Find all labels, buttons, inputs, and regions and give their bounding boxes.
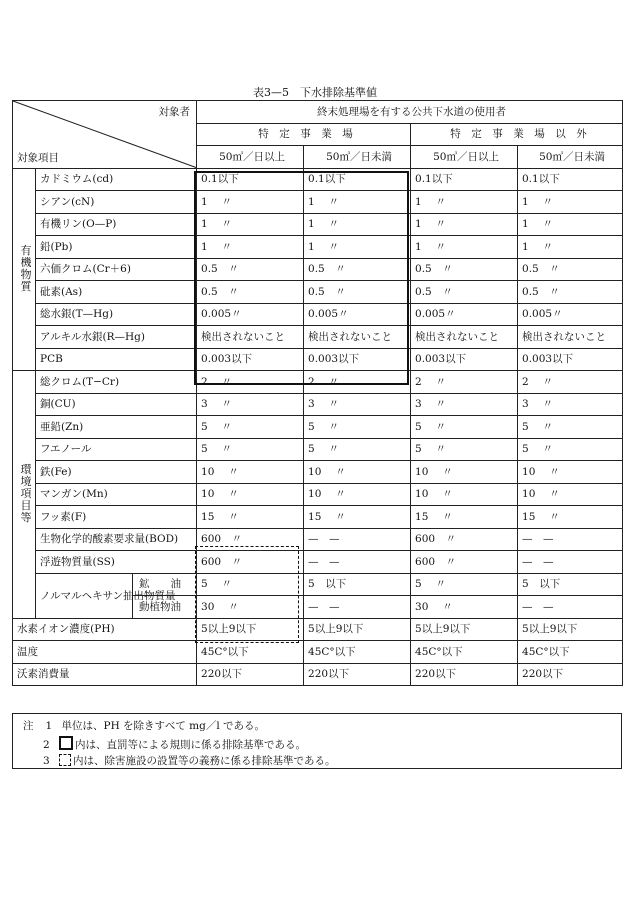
value-cell: 45C°以下: [197, 641, 304, 664]
item-name: 鉛(Pb): [36, 236, 197, 259]
value-cell: 45C°以下: [518, 641, 623, 664]
col-header-lt50: 50㎥／日未満: [518, 146, 623, 169]
value-cell: 10 〃: [411, 483, 518, 506]
value-cell: 10 〃: [197, 461, 304, 484]
note-3: 3 内は、除害施設の設置等の義務に係る排除基準である。: [43, 755, 336, 767]
value-cell: 0.5 〃: [197, 258, 304, 281]
value-cell: 0.005〃: [411, 303, 518, 326]
col-header-ge50: 50㎥／日以上: [197, 146, 304, 169]
value-cell: 30 〃: [411, 596, 518, 619]
value-cell: 10 〃: [411, 461, 518, 484]
table-row: [13, 663, 623, 686]
value-cell: 2 〃: [518, 371, 623, 394]
value-cell: 0.003以下: [518, 348, 623, 371]
value-cell: 5 〃: [197, 416, 304, 439]
value-cell: 220以下: [304, 663, 411, 686]
table-row: [13, 258, 623, 281]
table-row: [13, 348, 623, 371]
value-cell: 1 〃: [304, 213, 411, 236]
value-cell: 1 〃: [411, 191, 518, 214]
value-cell: 検出されないこと: [304, 326, 411, 349]
value-cell: 5 〃: [411, 438, 518, 461]
category-char: 境: [20, 475, 32, 489]
table-row: [13, 371, 623, 394]
item-name: 六価クロム(Cr＋6): [36, 258, 197, 281]
value-cell: 5以上9以下: [518, 618, 623, 641]
value-cell: 0.005〃: [518, 303, 623, 326]
value-cell: 0.1以下: [411, 168, 518, 191]
category-char: 質: [20, 280, 32, 294]
non-specified-site-header: 特 定 事 業 場 以 外: [411, 123, 623, 146]
value-cell: 5 〃: [411, 416, 518, 439]
category-char: 目: [20, 499, 32, 513]
header-corner: [13, 101, 197, 169]
table-row: [13, 191, 623, 214]
value-cell: 2 〃: [411, 371, 518, 394]
value-cell: 0.5 〃: [304, 258, 411, 281]
value-cell: — —: [518, 596, 623, 619]
solid-box-symbol: [59, 736, 73, 750]
table-row: [13, 213, 623, 236]
value-cell: 3 〃: [518, 393, 623, 416]
value-cell: 45C°以下: [411, 641, 518, 664]
value-cell: 検出されないこと: [518, 326, 623, 349]
category-char: 物: [20, 268, 32, 282]
item-name: 温度: [13, 641, 197, 664]
value-cell: 5 〃: [518, 438, 623, 461]
category-organic: [13, 168, 36, 371]
value-cell: 0.5 〃: [518, 281, 623, 304]
value-cell: — —: [304, 551, 411, 574]
value-cell: 1 〃: [411, 213, 518, 236]
value-cell: 10 〃: [518, 461, 623, 484]
value-cell: 45C°以下: [304, 641, 411, 664]
value-cell: 1 〃: [304, 236, 411, 259]
value-cell: 220以下: [411, 663, 518, 686]
category-environment: [13, 371, 36, 619]
item-name: 総クロム(T−Cr): [36, 371, 197, 394]
category-char: 有: [20, 244, 32, 258]
value-cell: 5 〃: [197, 573, 304, 596]
value-cell: 0.5 〃: [197, 281, 304, 304]
item-name: PCB: [36, 348, 197, 371]
table-row: [13, 618, 623, 641]
value-cell: 0.003以下: [411, 348, 518, 371]
value-cell: 2 〃: [197, 371, 304, 394]
table-row: [13, 326, 623, 349]
item-name: 有機リン(O—P): [36, 213, 197, 236]
table-row: [13, 281, 623, 304]
value-cell: 1 〃: [197, 213, 304, 236]
value-cell: 1 〃: [197, 236, 304, 259]
value-cell: 1 〃: [518, 191, 623, 214]
value-cell: 0.1以下: [197, 168, 304, 191]
table-row: [13, 393, 623, 416]
item-name: アルキル水銀(R—Hg): [36, 326, 197, 349]
value-cell: 5 以下: [518, 573, 623, 596]
value-cell: 1 〃: [518, 213, 623, 236]
value-cell: 10 〃: [518, 483, 623, 506]
value-cell: 検出されないこと: [411, 326, 518, 349]
value-cell: 600 〃: [197, 528, 304, 551]
value-cell: 5以上9以下: [411, 618, 518, 641]
value-cell: 600 〃: [197, 551, 304, 574]
value-cell: 1 〃: [411, 236, 518, 259]
category-char: 項: [20, 487, 32, 501]
value-cell: 5 〃: [304, 416, 411, 439]
item-name: 浮遊物質量(SS): [36, 551, 197, 574]
value-cell: 15 〃: [518, 506, 623, 529]
user-group-header: 終末処理場を有する公共下水道の使用者: [197, 101, 623, 124]
value-cell: 10 〃: [197, 483, 304, 506]
value-cell: 220以下: [518, 663, 623, 686]
value-cell: — —: [304, 528, 411, 551]
value-cell: 0.5 〃: [304, 281, 411, 304]
category-char: 環: [20, 463, 32, 477]
table-row: [13, 641, 623, 664]
col-header-lt50: 50㎥／日未満: [304, 146, 411, 169]
item-name: フッ素(F): [36, 506, 197, 529]
value-cell: 検出されないこと: [197, 326, 304, 349]
value-cell: 5 〃: [197, 438, 304, 461]
value-cell: 15 〃: [197, 506, 304, 529]
item-label: 対象項目: [17, 151, 59, 164]
table-row: [13, 461, 623, 484]
item-name: シアン(cN): [36, 191, 197, 214]
oil-type: 動植物油: [133, 596, 197, 619]
value-cell: 600 〃: [411, 551, 518, 574]
value-cell: 15 〃: [304, 506, 411, 529]
value-cell: 3 〃: [197, 393, 304, 416]
value-cell: 0.005〃: [304, 303, 411, 326]
table-row: [13, 551, 623, 574]
table-row: [13, 573, 623, 596]
item-name: ノルマルヘキサン抽出物質量: [36, 573, 133, 618]
value-cell: 0.1以下: [304, 168, 411, 191]
value-cell: 1 〃: [197, 191, 304, 214]
value-cell: — —: [518, 551, 623, 574]
value-cell: 0.003以下: [304, 348, 411, 371]
value-cell: 0.1以下: [518, 168, 623, 191]
note-1: 注 1 単位は、PH を除きすべて mg／l である。: [23, 720, 266, 732]
value-cell: 5以上9以下: [304, 618, 411, 641]
table-row: [13, 528, 623, 551]
value-cell: 0.005〃: [197, 303, 304, 326]
item-name: 砒素(As): [36, 281, 197, 304]
item-name: 沃素消費量: [13, 663, 197, 686]
value-cell: 10 〃: [304, 483, 411, 506]
value-cell: 0.003以下: [197, 348, 304, 371]
item-name: 鉄(Fe): [36, 461, 197, 484]
note-label: 注: [23, 720, 34, 732]
value-cell: 0.5 〃: [411, 258, 518, 281]
value-cell: 0.5 〃: [518, 258, 623, 281]
value-cell: 5 〃: [411, 573, 518, 596]
table-row: [13, 483, 623, 506]
table-row: [13, 506, 623, 529]
item-name: フエノール: [36, 438, 197, 461]
value-cell: 30 〃: [197, 596, 304, 619]
value-cell: 1 〃: [304, 191, 411, 214]
discharge-standards-table: [12, 100, 623, 686]
item-name: マンガン(Mn): [36, 483, 197, 506]
value-cell: 0.5 〃: [411, 281, 518, 304]
table-row: [13, 168, 623, 191]
value-cell: — —: [304, 596, 411, 619]
note-2: 2 内は、直罰等による規則に係る排除基準である。: [43, 736, 306, 752]
value-cell: 1 〃: [518, 236, 623, 259]
value-cell: 220以下: [197, 663, 304, 686]
item-name: 水素イオン濃度(PH): [13, 618, 197, 641]
item-name: 銅(CU): [36, 393, 197, 416]
col-header-ge50: 50㎥／日以上: [411, 146, 518, 169]
value-cell: — —: [518, 528, 623, 551]
item-name: カドミウム(cd): [36, 168, 197, 191]
table-row: [13, 438, 623, 461]
category-char: 等: [20, 511, 32, 525]
value-cell: 5 〃: [518, 416, 623, 439]
value-cell: 5以上9以下: [197, 618, 304, 641]
value-cell: 10 〃: [304, 461, 411, 484]
table-row: [13, 236, 623, 259]
dashed-box-symbol: [59, 754, 71, 766]
category-char: 機: [20, 256, 32, 270]
table-title: 表3—5 下水排除基準値: [253, 86, 377, 99]
value-cell: 5 以下: [304, 573, 411, 596]
value-cell: 3 〃: [304, 393, 411, 416]
item-name: 総水銀(T—Hg): [36, 303, 197, 326]
value-cell: 2 〃: [304, 371, 411, 394]
value-cell: 5 〃: [304, 438, 411, 461]
specified-site-header: 特 定 事 業 場: [197, 123, 411, 146]
value-cell: 600 〃: [411, 528, 518, 551]
table-row: [13, 303, 623, 326]
value-cell: 3 〃: [411, 393, 518, 416]
table-row: [13, 416, 623, 439]
notes: [12, 713, 622, 769]
target-label: 対象者: [158, 106, 191, 118]
value-cell: 15 〃: [411, 506, 518, 529]
item-name: 生物化学的酸素要求量(BOD): [36, 528, 197, 551]
oil-type: 鉱 油: [133, 573, 197, 596]
item-name: 亜鉛(Zn): [36, 416, 197, 439]
